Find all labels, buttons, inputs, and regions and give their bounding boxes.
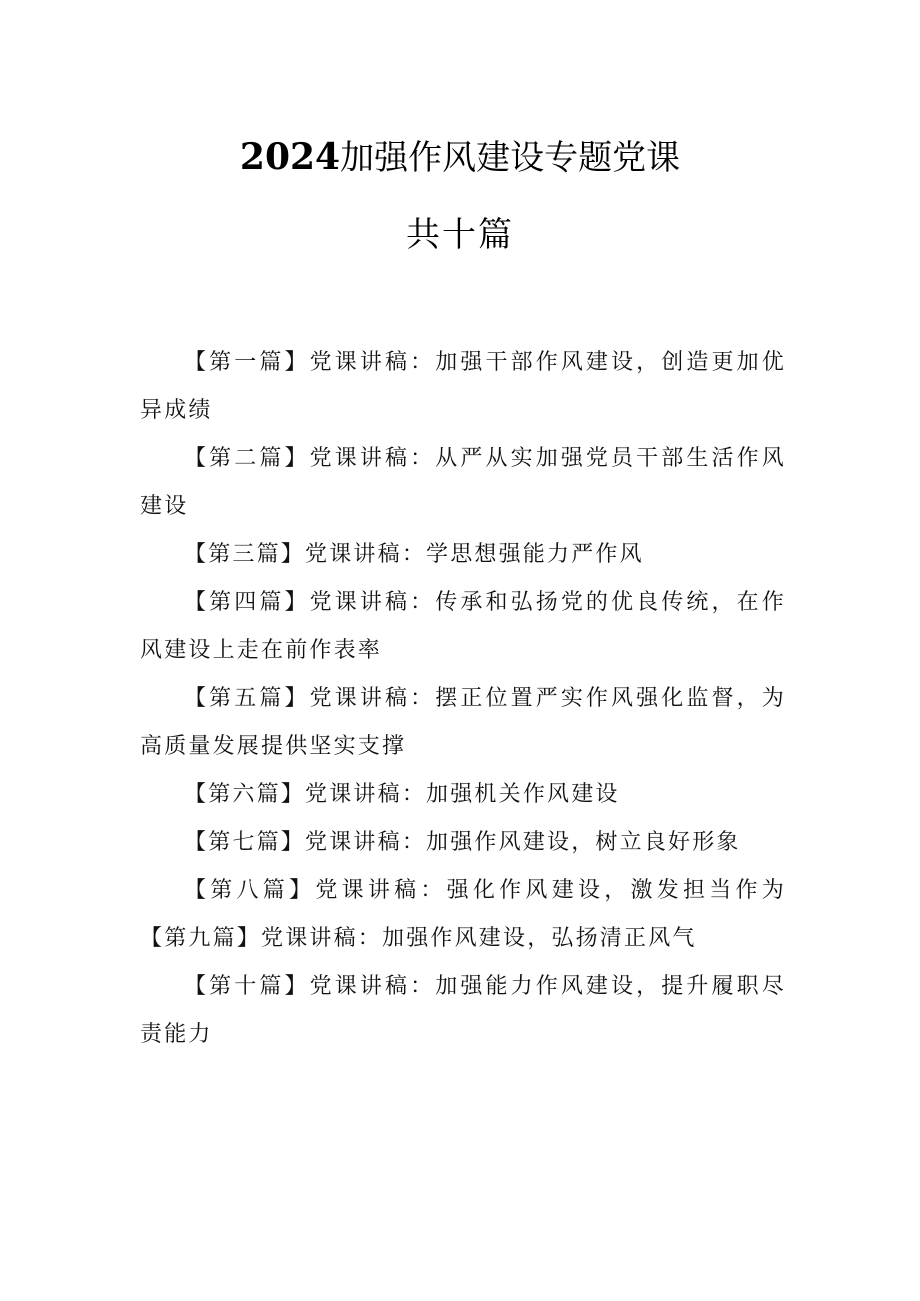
toc-item-number: 【第二篇】: [184, 446, 310, 471]
toc-item-heading[interactable]: 党课讲稿：加强干部作风建设，创造更加优异成绩: [140, 350, 786, 423]
toc-item-number: 【第六篇】: [184, 782, 306, 807]
toc-item-heading[interactable]: 党课讲稿：摆正位置严实作风强化监督，为高质量发展提供坚实支撑: [140, 686, 786, 759]
toc-item-heading[interactable]: 党课讲稿：学思想强能力严作风: [305, 542, 644, 567]
toc-item-heading[interactable]: 党课讲稿：加强作风建设，树立良好形象: [305, 830, 741, 855]
toc-item-heading[interactable]: 党课讲稿：从严从实加强党员干部生活作风建设: [140, 446, 786, 519]
toc-item-number: 【第八篇】: [184, 878, 316, 903]
toc-item-heading[interactable]: 党课讲稿：传承和弘扬党的优良传统，在作风建设上走在前作表率: [140, 590, 786, 663]
toc-item-number: 【第三篇】: [184, 542, 306, 567]
toc-item-number: 【第四篇】: [184, 590, 310, 615]
toc-item-number: 【第五篇】: [184, 686, 310, 711]
table-of-contents: [140, 339, 786, 1059]
toc-item-10[interactable]: [140, 963, 786, 1059]
toc-item-6[interactable]: [140, 771, 786, 819]
document-subtitle: 共十篇: [406, 215, 514, 255]
toc-item-2[interactable]: [140, 435, 786, 531]
toc-item-7[interactable]: [140, 819, 786, 867]
toc-item-number: 【第七篇】: [184, 830, 306, 855]
toc-item-number: 【第一篇】: [184, 350, 310, 375]
toc-item-5[interactable]: [140, 675, 786, 771]
toc-item-4[interactable]: [140, 579, 786, 675]
toc-item-3[interactable]: [140, 531, 786, 579]
title-text: 加强作风建设专题党课: [340, 138, 681, 178]
toc-item-1[interactable]: [140, 339, 786, 435]
toc-item-heading[interactable]: 党课讲稿：加强能力作风建设，提升履职尽责能力: [140, 974, 786, 1047]
toc-item-heading[interactable]: 党课讲稿：强化作风建设，激发担当作为【第九篇】党课讲稿：加强作风建设，弘扬清正风气: [140, 878, 786, 951]
document-title: [0, 134, 920, 181]
toc-item-8[interactable]: [140, 867, 786, 963]
toc-item-heading[interactable]: 党课讲稿：加强机关作风建设: [305, 782, 620, 807]
toc-item-number: 【第十篇】: [184, 974, 310, 999]
title-year: 2024: [239, 136, 341, 178]
